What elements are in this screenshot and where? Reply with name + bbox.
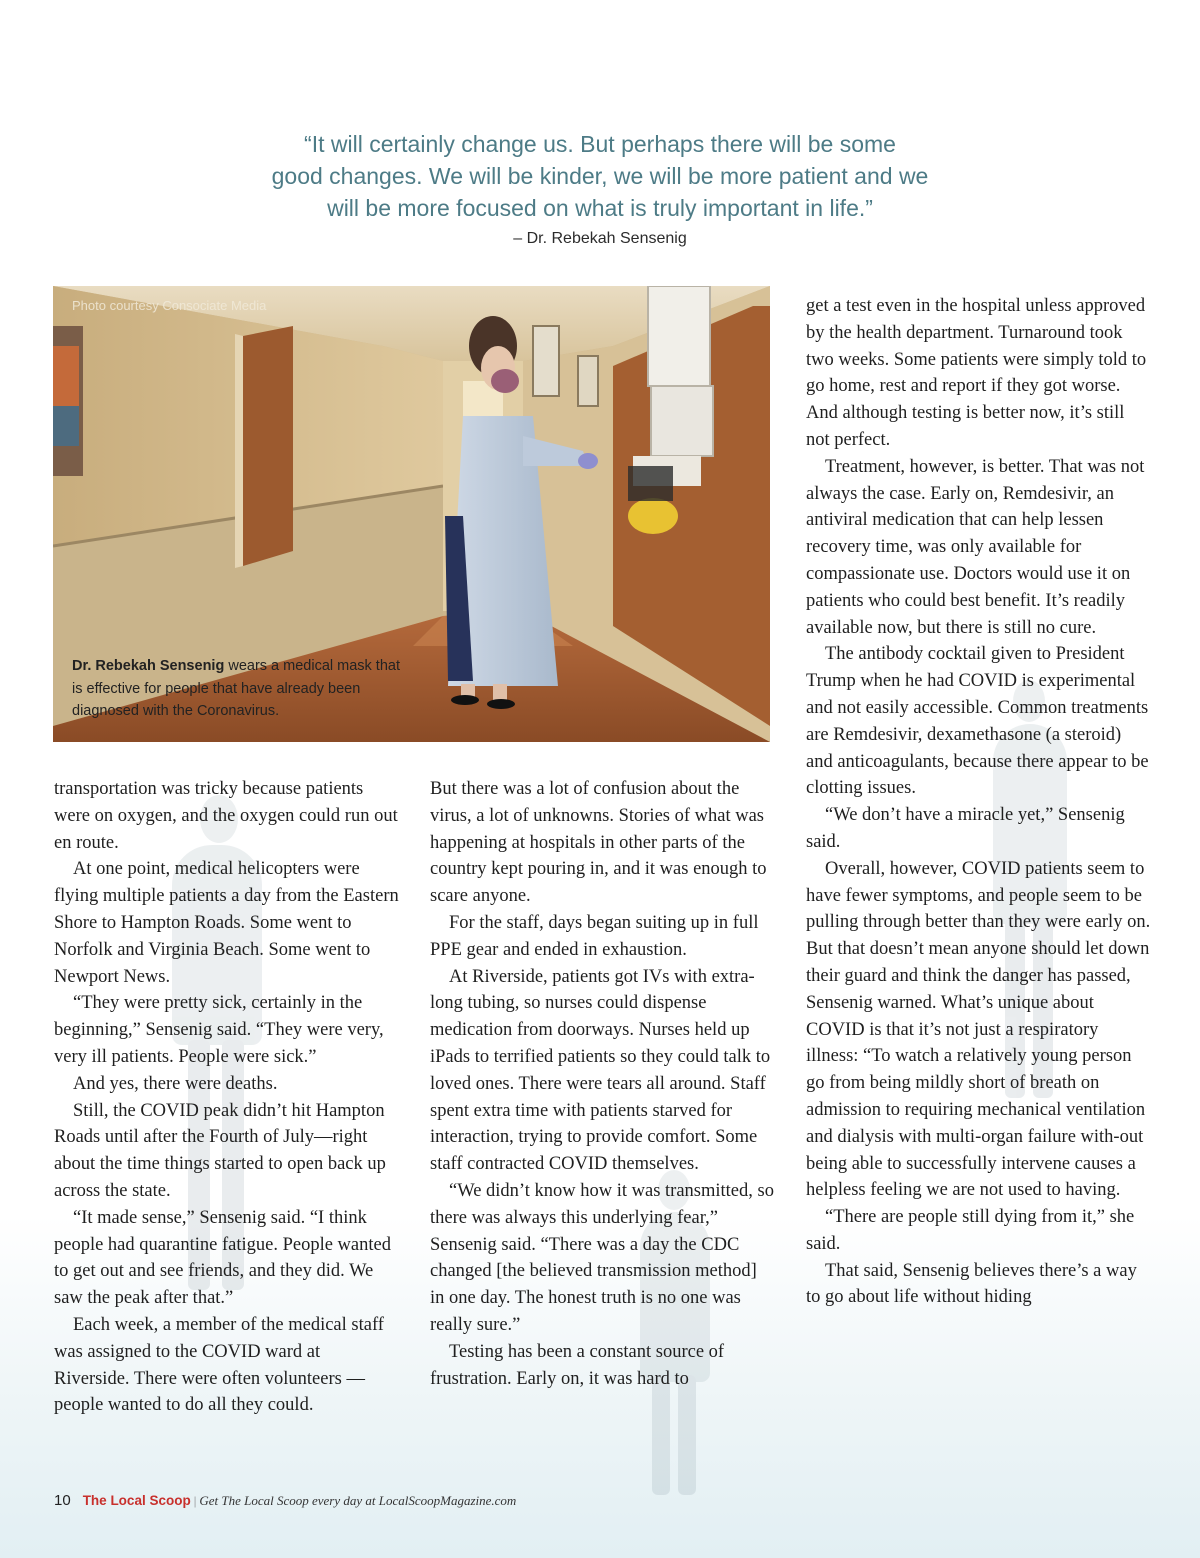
paragraph: That said, Sensenig believes there’s a way to go about life without hiding [806,1260,1137,1308]
page-number: 10 [54,1492,71,1509]
caption-text: wears a medical mask that is effective for people that have already been diagnosed with the Coronavirus. [72,658,400,719]
paragraph: Each week, a member of the medical staff was assigned to the COVID ward at Riverside. There were often volunteers —people wanted to do all they could. [54,1314,384,1416]
paragraph: “We don’t have a miracle yet,” Sensenig said. [806,805,1125,852]
hospital-photo [53,286,770,742]
pull-quote-attribution: – Dr. Rebekah Sensenig [513,230,687,247]
page-footer [54,1492,516,1509]
paragraph: But there was a lot of confusion about the virus, a lot of unknowns. Stories of what was happening at hospitals in other parts of the country kept pouring in, and it was enough to scare anyone. [430,779,767,907]
pull-quote [200,128,1000,224]
photo-credit: Photo courtesy Consociate Media [72,298,267,313]
pull-quote-line: will be more focused on what is truly important in life.” [327,195,873,221]
paragraph: “It made sense,” Sensenig said. “I think people had quarantine fatigue. People wanted to get out and see friends, and they did. We saw the peak after that.” [54,1207,391,1309]
paragraph: Testing has been a constant source of frustration. Early on, it was hard to [430,1341,725,1389]
paragraph: At Riverside, patients got IVs with extra-long tubing, so nurses could dispense medication from doorways. Nurses held up iPads to terrified patients so they could talk to loved ones. There were tears all around. Staff spent extra time with patients starved for interaction, trying to provide comfort. Some staff contracted COVID themselves. [430,966,771,1175]
publication-name: The Local Scoop [82,1493,191,1508]
article-column-3 [806,293,1151,1311]
paragraph: And yes, there were deaths. [73,1073,278,1094]
paragraph: transportation was tricky because patients were on oxygen, and the oxygen could run out en route. [54,779,398,853]
paragraph: “They were pretty sick, certainly in the beginning,” Sensenig said. “They were very, very ill patients. People were sick.” [54,993,384,1067]
article-column-1 [54,776,399,1419]
paragraph: get a test even in the hospital unless approved by the health department. Turnaround took two weeks. Some patients were simply told to go home, rest and report if they got worse. And although testing is better now, it’s still not perfect. [806,296,1147,450]
paragraph: Treatment, however, is better. That was not always the case. Early on, Remdesivir, an antiviral medication that can help lessen recovery time, was only available for compassionate use. Doctors would use it on patients who could best benefit. It’s readily available now, but there is still no cure. [806,456,1145,638]
caption-name: Dr. Rebekah Sensenig [72,658,225,674]
paragraph: At one point, medical helicopters were flying multiple patients a day from the Eastern Shore to Hampton Roads. Some went to Norfolk and Virginia Beach. Some went to Newport News. [54,859,399,987]
paragraph: Overall, however, COVID patients seem to have fewer symptoms, and people seem to be pulling through better than they were early on. But that doesn’t mean anyone should let down their guard and think the danger has passed, Sensenig warned. What’s unique about COVID is that it’s not just a respiratory illness: “To watch a relatively young person go from being mildly short of breath on admission to requiring mechanical ventilation and dialysis with multi-organ failure with-out being able to successfully intervene causes a helpless feeling we are not used to having. [806,858,1151,1201]
article-column-2 [430,776,775,1392]
photo-caption [72,655,402,723]
footer-separator: | [193,1493,197,1508]
paragraph: “We didn’t know how it was transmitted, so there was always this underlying fear,” Sensenig said. “There was a day the CDC changed [the believed transmission method] in one day. The honest truth is no one was really sure.” [430,1180,774,1335]
pull-quote-line: good changes. We will be kinder, we will be more patient and we [271,163,929,189]
pull-quote-line: “It will certainly change us. But perhaps there will be some [304,131,896,157]
paragraph: Still, the COVID peak didn’t hit Hampton Roads until after the Fourth of July—right about the time things started to open back up across the state. [54,1100,386,1201]
footer-tagline: Get The Local Scoop every day at LocalScoopMagazine.com [199,1493,517,1508]
paragraph: The antibody cocktail given to President Trump when he had COVID is experimental and not easily accessible. Common treatments are Remdesivir, dexamethasone (a steroid) and anticoagulants, because there appear to be clotting issues. [806,644,1149,799]
paragraph: For the staff, days began suiting up in full PPE gear and ended in exhaustion. [430,912,759,960]
paragraph: “There are people still dying from it,” she said. [806,1207,1135,1254]
